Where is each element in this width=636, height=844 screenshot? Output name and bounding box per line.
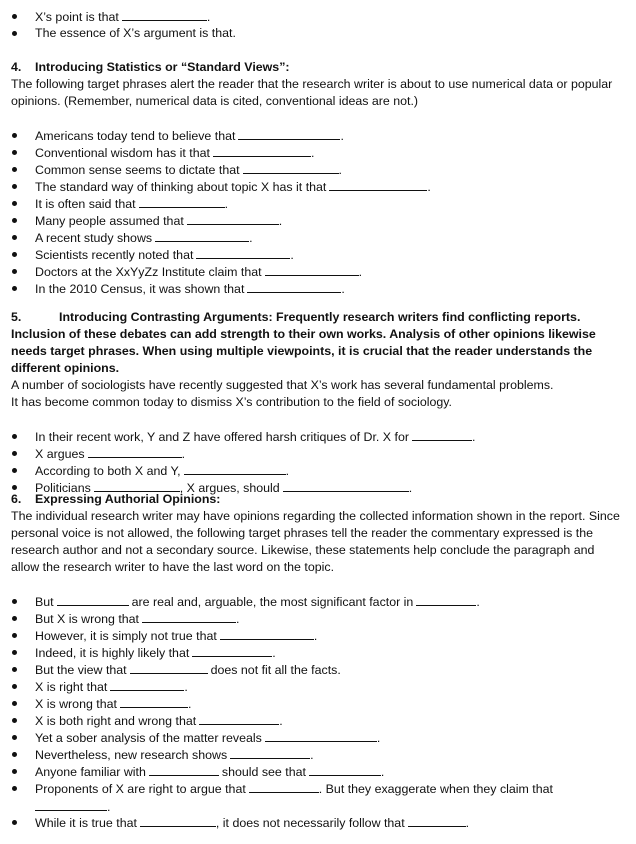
item-punct: . (358, 265, 363, 279)
item-punct: . (279, 714, 283, 728)
blank-line[interactable] (155, 229, 249, 242)
blank-line[interactable] (149, 763, 219, 776)
list-item (0, 229, 636, 246)
blank-line[interactable] (412, 428, 472, 441)
item-text: X is both right and wrong that (35, 714, 197, 728)
phrase-list (0, 127, 636, 297)
list-item (0, 280, 636, 297)
section-heading (0, 309, 636, 377)
list-item (0, 8, 636, 25)
item-punct: . (341, 282, 345, 296)
top-list-section (0, 8, 636, 42)
item-punct: . (380, 765, 385, 779)
list-item (0, 212, 636, 229)
item-text: should see that (221, 765, 306, 779)
item-punct: . (408, 481, 413, 495)
section-title: Introducing Statistics or “Standard Views”: (35, 60, 290, 74)
list-item (0, 763, 636, 780)
item-punct: . (206, 10, 211, 24)
blank-line[interactable] (416, 593, 476, 606)
list-item (0, 746, 636, 763)
item-punct: . (376, 731, 381, 745)
item-text: are real and, arguable, the most significant factor in (131, 595, 414, 609)
item-punct: . (107, 800, 111, 814)
blank-line[interactable] (122, 8, 207, 21)
blank-line[interactable] (249, 780, 319, 793)
blank-line[interactable] (247, 280, 341, 293)
list-item (0, 178, 636, 195)
item-punct: . (184, 680, 188, 694)
section-intro: The following target phrases alert the reader that the research writer is about to use numerical data or popular opinions. (Remember, numerical data is cited, conventional ideas are not.) (11, 77, 613, 108)
item-punct: . (181, 447, 186, 461)
example-sentence: A number of sociologists have recently suggested that X’s work has several fundamental problems. (11, 378, 554, 392)
list-item (0, 627, 636, 644)
item-text: , X argues, should (179, 481, 280, 495)
section-number: 5. (11, 310, 22, 324)
blank-line[interactable] (243, 161, 339, 174)
list-item (0, 678, 636, 695)
item-text: . But they exaggerate when they claim that (318, 782, 553, 796)
item-text: Common sense seems to dictate that (35, 163, 240, 177)
blank-line[interactable] (187, 212, 279, 225)
item-punct: . (236, 612, 240, 626)
item-text: While it is true that (35, 816, 137, 830)
list-item (0, 195, 636, 212)
item-text: But (35, 595, 54, 609)
item-text: Scientists recently noted that (35, 248, 194, 262)
item-punct: . (427, 180, 431, 194)
item-punct: . (338, 163, 342, 177)
item-text: X’s point is that (35, 10, 119, 24)
item-punct: . (285, 464, 290, 478)
list-item (0, 814, 636, 831)
phrase-list (0, 428, 636, 496)
blank-line[interactable] (408, 814, 466, 827)
item-text: According to both X and Y, (35, 464, 181, 478)
blank-line[interactable] (35, 798, 107, 811)
section-5 (0, 309, 636, 496)
list-item (0, 644, 636, 661)
list-item (0, 729, 636, 746)
blank-line[interactable] (309, 763, 381, 776)
blank-line[interactable] (192, 644, 272, 657)
item-text: However, it is simply not true that (35, 629, 217, 643)
list-item (0, 161, 636, 178)
blank-line[interactable] (199, 712, 279, 725)
blank-line[interactable] (110, 678, 184, 691)
list-item (0, 661, 636, 678)
item-text: Indeed, it is highly likely that (35, 646, 190, 660)
item-punct: . (224, 197, 229, 211)
blank-line[interactable] (230, 746, 310, 759)
blank-line[interactable] (57, 593, 129, 606)
item-text: But the view that (35, 663, 127, 677)
list-item (0, 25, 636, 42)
list-item (0, 593, 636, 610)
item-text: , it does not necessarily follow that (215, 816, 405, 830)
item-text: Nevertheless, new research shows (35, 748, 228, 762)
blank-line[interactable] (140, 814, 216, 827)
blank-line[interactable] (130, 661, 208, 674)
blank-line[interactable] (265, 263, 359, 276)
section-intro: The individual research writer may have opinions regarding the collected information shown in the report. Since personal voice is not allowed, the following target phrases tell the reader the commentary expressed is the research author and not a secondary source. Likewise, these statements help conclude the paragraph and allow the research writer to have the last word on the topic. (11, 509, 620, 574)
item-text: X is wrong that (35, 697, 117, 711)
item-text: The essence of X’s argument is that. (35, 26, 236, 40)
item-text: Proponents of X are right to argue that (35, 782, 246, 796)
item-text: It is often said that (35, 197, 136, 211)
list-item (0, 263, 636, 280)
item-text: Many people assumed that (35, 214, 184, 228)
blank-line[interactable] (184, 462, 286, 475)
section-number: 4. (11, 60, 22, 74)
list-item (0, 246, 636, 263)
section-number: 6. (11, 492, 22, 506)
list-item (0, 462, 636, 479)
item-punct: . (249, 231, 253, 245)
section-6 (0, 491, 636, 831)
blank-line[interactable] (220, 627, 314, 640)
item-punct: . (272, 646, 276, 660)
item-text: But X is wrong that (35, 612, 139, 626)
list-item (0, 780, 636, 814)
item-text: Conventional wisdom has it that (35, 146, 210, 160)
item-punct: . (340, 129, 344, 143)
blank-line[interactable] (120, 695, 188, 708)
blank-line[interactable] (196, 246, 290, 259)
item-punct: . (465, 816, 470, 830)
item-text: The standard way of thinking about topic X has it that (35, 180, 327, 194)
section-title: Introducing Contrasting Arguments: Frequently research writers find conflicting reports. Inclusion of these debates can add strength to their own works. Analysis of other opinions likewise needs target phrases. When using multiple viewpoints, it is crucial that the reader understands the different opinions. (11, 310, 596, 375)
item-punct: . (278, 214, 283, 228)
blank-line[interactable] (238, 127, 340, 140)
section-4 (0, 59, 636, 297)
blank-line[interactable] (265, 729, 377, 742)
item-text: Americans today tend to believe that (35, 129, 236, 143)
list-item (0, 127, 636, 144)
item-text: does not fit all the facts. (210, 663, 341, 677)
item-punct: . (310, 748, 314, 762)
item-text: X is right that (35, 680, 108, 694)
blank-line[interactable] (88, 445, 182, 458)
item-text: A recent study shows (35, 231, 153, 245)
item-text: Yet a sober analysis of the matter reveals (35, 731, 262, 745)
item-text: Doctors at the XxYyZz Institute claim that (35, 265, 262, 279)
item-text: Politicians (35, 481, 91, 495)
list-item (0, 445, 636, 462)
list-item (0, 695, 636, 712)
item-text: Anyone familiar with (35, 765, 146, 779)
list-item (0, 144, 636, 161)
blank-line[interactable] (213, 144, 311, 157)
section-heading (0, 491, 636, 508)
item-punct: . (476, 595, 480, 609)
phrase-list (0, 593, 636, 831)
section-title: Expressing Authorial Opinions: (35, 492, 221, 506)
item-punct: . (313, 629, 318, 643)
blank-line[interactable] (142, 610, 236, 623)
list-item (0, 428, 636, 445)
item-punct: . (310, 146, 315, 160)
blank-line[interactable] (329, 178, 427, 191)
section-heading (0, 59, 636, 76)
list-item (0, 712, 636, 729)
list-item (0, 610, 636, 627)
item-text: X argues (35, 447, 85, 461)
item-text: In the 2010 Census, it was shown that (35, 282, 245, 296)
item-punct: . (187, 697, 192, 711)
item-text: In their recent work, Y and Z have offered harsh critiques of Dr. X for (35, 430, 409, 444)
item-punct: . (471, 430, 476, 444)
item-punct: . (290, 248, 294, 262)
example-sentence: It has become common today to dismiss X’s contribution to the field of sociology. (11, 395, 453, 409)
blank-line[interactable] (139, 195, 225, 208)
